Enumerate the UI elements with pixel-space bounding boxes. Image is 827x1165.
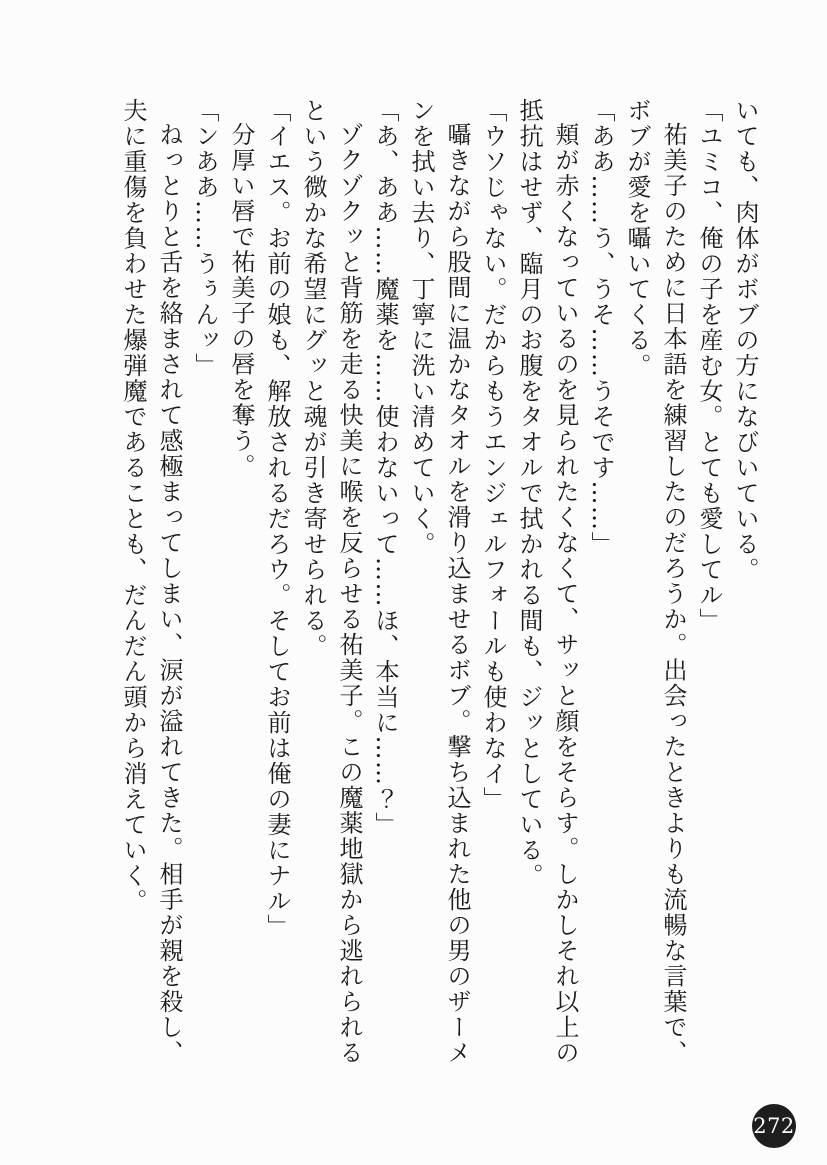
- text-line: 「イエス。お前の娘も、解放されるだろウ。そしてお前は俺の妻にナル」: [263, 98, 291, 940]
- text-line: 分厚い唇で祐美子の唇を奪う。: [227, 122, 255, 479]
- text-line: 頬が赤くなっているのを見られたくなくて、サッと顔をそらす。しかしそれ以上の: [551, 122, 579, 1066]
- text-line: 抵抗はせず、臨月のお腹をタオルで拭かれる間も、ジッとしている。: [515, 98, 543, 889]
- text-line: いても、肉体がボブの方になびいている。: [731, 98, 759, 583]
- text-line: 「ああ……う、うそ……うそです……」: [587, 98, 615, 557]
- text-line: ねっとりと舌を絡まされて感極まってしまい、涙が溢れてきた。相手が親を殺し、: [155, 122, 183, 1066]
- text-line: 「ウソじゃない。だからもうエンジェルフォールも使わなイ」: [479, 98, 507, 812]
- page-number-badge: [752, 1104, 796, 1148]
- text-line: 囁きながら股間に温かなタオルを滑り込ませるボブ。撃ち込まれた他の男のザーメ: [443, 122, 471, 1066]
- text-line: 「ユミコ、俺の子を産む女。とても愛してル」: [695, 98, 723, 634]
- text-line: という微かな希望にグッと魂が引き寄せられる。: [299, 98, 327, 659]
- text-line: 「ンああ……うぅんッ」: [191, 98, 219, 379]
- page-number: 272: [753, 1113, 795, 1138]
- text-line: ゾクゾクッと背筋を走る快美に喉を反らせる祐美子。この魔薬地獄から逃れられる: [335, 122, 363, 1066]
- text-line: ンを拭い去り、丁寧に洗い清めていく。: [407, 98, 435, 557]
- page-text: [115, 98, 763, 1070]
- text-line: 「あ、ああ……魔薬を……使わないって……ほ、本当に……？」: [371, 98, 399, 838]
- text-line: 祐美子のために日本語を練習したのだろうか。出会ったときよりも流暢な言葉で、: [659, 122, 687, 1066]
- text-line: 夫に重傷を負わせた爆弾魔であることも、だんだん頭から消えていく。: [119, 98, 147, 914]
- text-line: ボブが愛を囁いてくる。: [623, 98, 651, 379]
